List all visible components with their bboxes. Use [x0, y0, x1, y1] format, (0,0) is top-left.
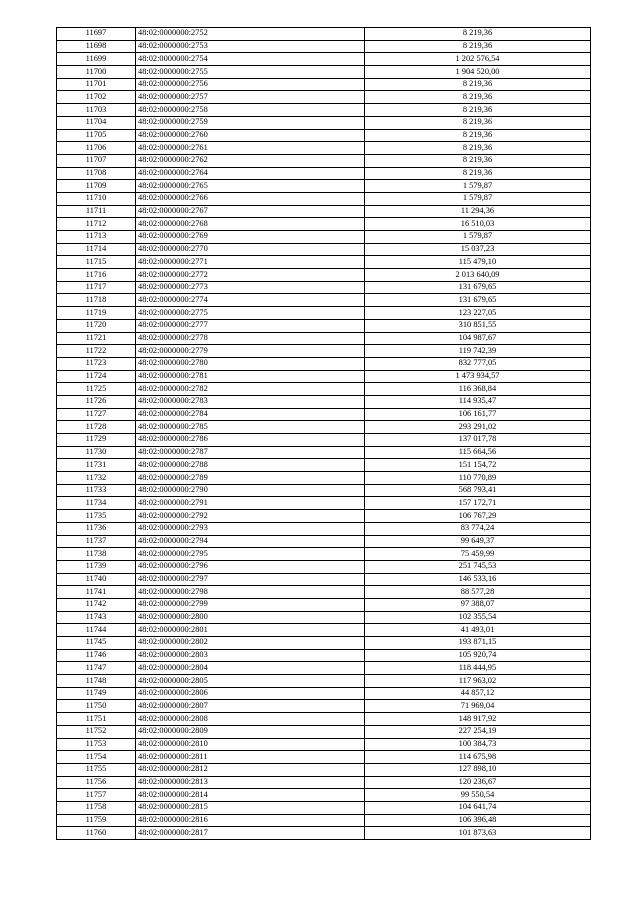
row-number-cell: 11716: [57, 269, 136, 282]
cadastral-value-cell: 99 649,37: [365, 535, 591, 548]
row-number-cell: 11724: [57, 370, 136, 383]
table-row: [57, 446, 591, 459]
cadastral-number-cell: 48:02:0000000:2782: [136, 383, 365, 396]
row-number-cell: 11717: [57, 281, 136, 294]
cadastral-number-cell: 48:02:0000000:2752: [136, 28, 365, 41]
row-number-cell: 11714: [57, 243, 136, 256]
cadastral-value-cell: 115 479,10: [365, 256, 591, 269]
cadastral-number-cell: 48:02:0000000:2808: [136, 713, 365, 726]
table-row: [57, 142, 591, 155]
row-number-cell: 11721: [57, 332, 136, 345]
cadastral-value-cell: 293 291,02: [365, 421, 591, 434]
table-row: [57, 231, 591, 244]
cadastral-value-cell: 146 533,16: [365, 573, 591, 586]
cadastral-number-cell: 48:02:0000000:2797: [136, 573, 365, 586]
table-row: [57, 814, 591, 827]
table-row: [57, 256, 591, 269]
cadastral-number-cell: 48:02:0000000:2787: [136, 446, 365, 459]
table-row: [57, 40, 591, 53]
cadastral-value-cell: 1 579,87: [365, 231, 591, 244]
row-number-cell: 11725: [57, 383, 136, 396]
cadastral-value-cell: 148 917,92: [365, 713, 591, 726]
cadastral-number-cell: 48:02:0000000:2775: [136, 307, 365, 320]
table-row: [57, 675, 591, 688]
cadastral-number-cell: 48:02:0000000:2810: [136, 738, 365, 751]
cadastral-value-cell: 15 037,23: [365, 243, 591, 256]
cadastral-number-cell: 48:02:0000000:2774: [136, 294, 365, 307]
table-row: [57, 548, 591, 561]
cadastral-value-cell: 114 935,47: [365, 395, 591, 408]
row-number-cell: 11733: [57, 484, 136, 497]
cadastral-number-cell: 48:02:0000000:2793: [136, 522, 365, 535]
cadastral-number-cell: 48:02:0000000:2762: [136, 154, 365, 167]
cadastral-number-cell: 48:02:0000000:2767: [136, 205, 365, 218]
table-row: [57, 408, 591, 421]
cadastral-value-cell: 8 219,36: [365, 142, 591, 155]
cadastral-number-cell: 48:02:0000000:2771: [136, 256, 365, 269]
table-row: [57, 370, 591, 383]
row-number-cell: 11698: [57, 40, 136, 53]
cadastral-number-cell: 48:02:0000000:2756: [136, 78, 365, 91]
row-number-cell: 11747: [57, 662, 136, 675]
cadastral-number-cell: 48:02:0000000:2809: [136, 725, 365, 738]
table-row: [57, 497, 591, 510]
table-row: [57, 700, 591, 713]
cadastral-number-cell: 48:02:0000000:2798: [136, 586, 365, 599]
row-number-cell: 11760: [57, 827, 136, 840]
cadastral-number-cell: 48:02:0000000:2757: [136, 91, 365, 104]
cadastral-value-cell: 8 219,36: [365, 116, 591, 129]
table-row: [57, 751, 591, 764]
cadastral-number-cell: 48:02:0000000:2801: [136, 624, 365, 637]
cadastral-value-cell: 97 388,07: [365, 598, 591, 611]
row-number-cell: 11707: [57, 154, 136, 167]
table-row: [57, 573, 591, 586]
row-number-cell: 11719: [57, 307, 136, 320]
cadastral-number-cell: 48:02:0000000:2765: [136, 180, 365, 193]
table-row: [57, 649, 591, 662]
table-row: [57, 319, 591, 332]
row-number-cell: 11720: [57, 319, 136, 332]
cadastral-value-cell: 1 202 576,54: [365, 53, 591, 66]
cadastral-number-cell: 48:02:0000000:2781: [136, 370, 365, 383]
row-number-cell: 11741: [57, 586, 136, 599]
cadastral-value-cell: 8 219,36: [365, 167, 591, 180]
table-row: [57, 218, 591, 231]
table-row: [57, 763, 591, 776]
row-number-cell: 11742: [57, 598, 136, 611]
table-row: [57, 484, 591, 497]
cadastral-value-cell: 251 745,53: [365, 560, 591, 573]
table-row: [57, 434, 591, 447]
cadastral-number-cell: 48:02:0000000:2791: [136, 497, 365, 510]
table-row: [57, 205, 591, 218]
row-number-cell: 11715: [57, 256, 136, 269]
cadastral-number-cell: 48:02:0000000:2772: [136, 269, 365, 282]
row-number-cell: 11752: [57, 725, 136, 738]
cadastral-number-cell: 48:02:0000000:2796: [136, 560, 365, 573]
cadastral-number-cell: 48:02:0000000:2773: [136, 281, 365, 294]
cadastral-number-cell: 48:02:0000000:2770: [136, 243, 365, 256]
cadastral-value-cell: 8 219,36: [365, 28, 591, 41]
cadastral-value-cell: 227 254,19: [365, 725, 591, 738]
row-number-cell: 11702: [57, 91, 136, 104]
table-row: [57, 53, 591, 66]
row-number-cell: 11712: [57, 218, 136, 231]
table-row: [57, 357, 591, 370]
row-number-cell: 11718: [57, 294, 136, 307]
table-row: [57, 116, 591, 129]
cadastral-number-cell: 48:02:0000000:2803: [136, 649, 365, 662]
table-row: [57, 154, 591, 167]
table-row: [57, 78, 591, 91]
cadastral-number-cell: 48:02:0000000:2800: [136, 611, 365, 624]
row-number-cell: 11701: [57, 78, 136, 91]
row-number-cell: 11723: [57, 357, 136, 370]
cadastral-number-cell: 48:02:0000000:2813: [136, 776, 365, 789]
cadastral-value-cell: 105 920,74: [365, 649, 591, 662]
cadastral-number-cell: 48:02:0000000:2785: [136, 421, 365, 434]
row-number-cell: 11746: [57, 649, 136, 662]
cadastral-value-cell: 88 577,28: [365, 586, 591, 599]
cadastral-value-cell: 83 774,24: [365, 522, 591, 535]
row-number-cell: 11700: [57, 66, 136, 79]
table-row: [57, 459, 591, 472]
cadastral-value-cell: 8 219,36: [365, 40, 591, 53]
cadastral-value-cell: 106 396,48: [365, 814, 591, 827]
cadastral-value-cell: 8 219,36: [365, 78, 591, 91]
row-number-cell: 11736: [57, 522, 136, 535]
row-number-cell: 11744: [57, 624, 136, 637]
cadastral-value-cell: 157 172,71: [365, 497, 591, 510]
row-number-cell: 11753: [57, 738, 136, 751]
table-row: [57, 383, 591, 396]
row-number-cell: 11729: [57, 434, 136, 447]
cadastral-number-cell: 48:02:0000000:2816: [136, 814, 365, 827]
cadastral-number-cell: 48:02:0000000:2754: [136, 53, 365, 66]
cadastral-value-cell: 123 227,05: [365, 307, 591, 320]
table-row: [57, 129, 591, 142]
row-number-cell: 11743: [57, 611, 136, 624]
cadastral-value-cell: 101 873,63: [365, 827, 591, 840]
cadastral-number-cell: 48:02:0000000:2814: [136, 789, 365, 802]
cadastral-value-cell: 137 017,78: [365, 434, 591, 447]
table-row: [57, 66, 591, 79]
cadastral-number-cell: 48:02:0000000:2805: [136, 675, 365, 688]
table-row: [57, 827, 591, 840]
cadastral-number-cell: 48:02:0000000:2768: [136, 218, 365, 231]
table-row: [57, 345, 591, 358]
table-row: [57, 307, 591, 320]
row-number-cell: 11722: [57, 345, 136, 358]
cadastral-value-cell: 151 154,72: [365, 459, 591, 472]
cadastral-number-cell: 48:02:0000000:2779: [136, 345, 365, 358]
row-number-cell: 11732: [57, 472, 136, 485]
row-number-cell: 11738: [57, 548, 136, 561]
cadastral-value-cell: 75 459,99: [365, 548, 591, 561]
cadastral-value-cell: 8 219,36: [365, 91, 591, 104]
row-number-cell: 11704: [57, 116, 136, 129]
cadastral-value-cell: 99 550,54: [365, 789, 591, 802]
table-row: [57, 725, 591, 738]
row-number-cell: 11727: [57, 408, 136, 421]
row-number-cell: 11758: [57, 801, 136, 814]
table-row: [57, 180, 591, 193]
table-row: [57, 269, 591, 282]
row-number-cell: 11735: [57, 510, 136, 523]
cadastral-number-cell: 48:02:0000000:2753: [136, 40, 365, 53]
cadastral-value-cell: 115 664,56: [365, 446, 591, 459]
table-row: [57, 294, 591, 307]
table-row: [57, 332, 591, 345]
row-number-cell: 11731: [57, 459, 136, 472]
cadastral-value-table: [56, 27, 591, 840]
row-number-cell: 11755: [57, 763, 136, 776]
row-number-cell: 11740: [57, 573, 136, 586]
cadastral-number-cell: 48:02:0000000:2806: [136, 687, 365, 700]
row-number-cell: 11751: [57, 713, 136, 726]
cadastral-number-cell: 48:02:0000000:2783: [136, 395, 365, 408]
cadastral-value-cell: 127 898,10: [365, 763, 591, 776]
row-number-cell: 11703: [57, 104, 136, 117]
row-number-cell: 11710: [57, 192, 136, 205]
table-row: [57, 91, 591, 104]
cadastral-number-cell: 48:02:0000000:2777: [136, 319, 365, 332]
cadastral-value-cell: 71 969,04: [365, 700, 591, 713]
cadastral-number-cell: 48:02:0000000:2760: [136, 129, 365, 142]
table-row: [57, 586, 591, 599]
cadastral-number-cell: 48:02:0000000:2786: [136, 434, 365, 447]
table-row: [57, 535, 591, 548]
table-row: [57, 522, 591, 535]
row-number-cell: 11708: [57, 167, 136, 180]
cadastral-number-cell: 48:02:0000000:2780: [136, 357, 365, 370]
row-number-cell: 11730: [57, 446, 136, 459]
row-number-cell: 11750: [57, 700, 136, 713]
cadastral-number-cell: 48:02:0000000:2784: [136, 408, 365, 421]
row-number-cell: 11711: [57, 205, 136, 218]
cadastral-value-cell: 110 770,89: [365, 472, 591, 485]
cadastral-number-cell: 48:02:0000000:2759: [136, 116, 365, 129]
cadastral-number-cell: 48:02:0000000:2778: [136, 332, 365, 345]
row-number-cell: 11759: [57, 814, 136, 827]
cadastral-value-cell: 1 904 520,00: [365, 66, 591, 79]
table-row: [57, 167, 591, 180]
row-number-cell: 11757: [57, 789, 136, 802]
cadastral-number-cell: 48:02:0000000:2789: [136, 472, 365, 485]
cadastral-number-cell: 48:02:0000000:2794: [136, 535, 365, 548]
row-number-cell: 11705: [57, 129, 136, 142]
cadastral-value-cell: 8 219,36: [365, 129, 591, 142]
cadastral-value-cell: 8 219,36: [365, 104, 591, 117]
cadastral-number-cell: 48:02:0000000:2788: [136, 459, 365, 472]
cadastral-number-cell: 48:02:0000000:2790: [136, 484, 365, 497]
cadastral-number-cell: 48:02:0000000:2807: [136, 700, 365, 713]
row-number-cell: 11754: [57, 751, 136, 764]
row-number-cell: 11745: [57, 637, 136, 650]
table-row: [57, 421, 591, 434]
cadastral-number-cell: 48:02:0000000:2761: [136, 142, 365, 155]
row-number-cell: 11734: [57, 497, 136, 510]
cadastral-value-cell: 104 641,74: [365, 801, 591, 814]
table-row: [57, 395, 591, 408]
cadastral-number-cell: 48:02:0000000:2804: [136, 662, 365, 675]
cadastral-number-cell: 48:02:0000000:2758: [136, 104, 365, 117]
table-row: [57, 192, 591, 205]
table-row: [57, 472, 591, 485]
row-number-cell: 11726: [57, 395, 136, 408]
cadastral-number-cell: 48:02:0000000:2766: [136, 192, 365, 205]
table-row: [57, 776, 591, 789]
cadastral-value-cell: 41 493,01: [365, 624, 591, 637]
table-row: [57, 104, 591, 117]
table-row: [57, 281, 591, 294]
cadastral-number-cell: 48:02:0000000:2817: [136, 827, 365, 840]
cadastral-number-cell: 48:02:0000000:2792: [136, 510, 365, 523]
cadastral-value-cell: 44 857,12: [365, 687, 591, 700]
row-number-cell: 11737: [57, 535, 136, 548]
cadastral-value-cell: 106 767,29: [365, 510, 591, 523]
row-number-cell: 11748: [57, 675, 136, 688]
cadastral-value-cell: 114 675,98: [365, 751, 591, 764]
row-number-cell: 11709: [57, 180, 136, 193]
table-row: [57, 510, 591, 523]
table-row: [57, 243, 591, 256]
cadastral-value-cell: 131 679,65: [365, 294, 591, 307]
table-body: [57, 28, 591, 840]
row-number-cell: 11699: [57, 53, 136, 66]
table-row: [57, 713, 591, 726]
cadastral-value-cell: 193 871,15: [365, 637, 591, 650]
cadastral-value-cell: 1 579,87: [365, 180, 591, 193]
cadastral-value-cell: 102 355,54: [365, 611, 591, 624]
cadastral-value-cell: 832 777,05: [365, 357, 591, 370]
table-row: [57, 560, 591, 573]
cadastral-value-cell: 106 161,77: [365, 408, 591, 421]
cadastral-value-cell: 16 510,03: [365, 218, 591, 231]
row-number-cell: 11728: [57, 421, 136, 434]
cadastral-value-cell: 131 679,65: [365, 281, 591, 294]
table-row: [57, 624, 591, 637]
cadastral-number-cell: 48:02:0000000:2802: [136, 637, 365, 650]
table-row: [57, 687, 591, 700]
cadastral-value-cell: 2 013 640,09: [365, 269, 591, 282]
table-row: [57, 738, 591, 751]
cadastral-value-cell: 100 384,73: [365, 738, 591, 751]
cadastral-value-cell: 118 444,95: [365, 662, 591, 675]
cadastral-value-cell: 310 851,55: [365, 319, 591, 332]
cadastral-value-cell: 104 987,67: [365, 332, 591, 345]
cadastral-number-cell: 48:02:0000000:2764: [136, 167, 365, 180]
table-row: [57, 611, 591, 624]
row-number-cell: 11739: [57, 560, 136, 573]
cadastral-value-cell: 116 368,84: [365, 383, 591, 396]
row-number-cell: 11697: [57, 28, 136, 41]
row-number-cell: 11706: [57, 142, 136, 155]
cadastral-number-cell: 48:02:0000000:2812: [136, 763, 365, 776]
table-row: [57, 789, 591, 802]
cadastral-number-cell: 48:02:0000000:2815: [136, 801, 365, 814]
cadastral-value-cell: 120 236,67: [365, 776, 591, 789]
row-number-cell: 11749: [57, 687, 136, 700]
table-row: [57, 637, 591, 650]
cadastral-value-cell: 1 579,87: [365, 192, 591, 205]
row-number-cell: 11756: [57, 776, 136, 789]
cadastral-value-cell: 119 742,39: [365, 345, 591, 358]
cadastral-number-cell: 48:02:0000000:2799: [136, 598, 365, 611]
cadastral-value-cell: 8 219,36: [365, 154, 591, 167]
table-row: [57, 662, 591, 675]
cadastral-value-cell: 117 963,02: [365, 675, 591, 688]
cadastral-value-cell: 568 793,41: [365, 484, 591, 497]
table-row: [57, 28, 591, 41]
row-number-cell: 11713: [57, 231, 136, 244]
cadastral-number-cell: 48:02:0000000:2811: [136, 751, 365, 764]
cadastral-value-cell: 11 294,36: [365, 205, 591, 218]
table-row: [57, 598, 591, 611]
cadastral-number-cell: 48:02:0000000:2769: [136, 231, 365, 244]
table-row: [57, 801, 591, 814]
cadastral-number-cell: 48:02:0000000:2755: [136, 66, 365, 79]
cadastral-number-cell: 48:02:0000000:2795: [136, 548, 365, 561]
cadastral-value-cell: 1 473 934,57: [365, 370, 591, 383]
